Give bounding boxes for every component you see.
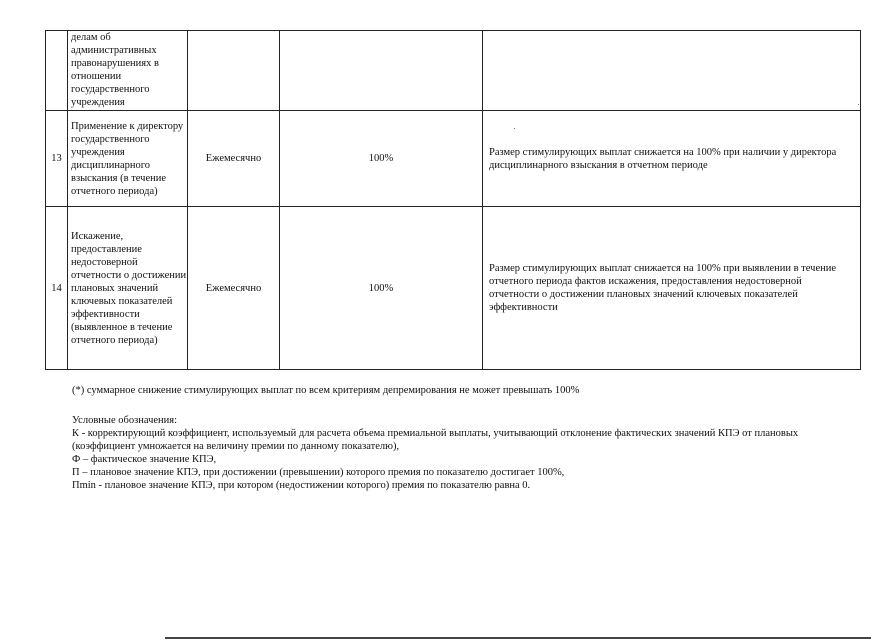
legend-item-k: К - корректирующий коэффициент, используемый для расчета объема премиальной выплаты, учитывающий отклонение фактических значений КПЭ от плановых (коэффициент умножается на величину премии по данному показателю),: [72, 428, 799, 452]
criterion-text: Искажение, предоставление недостоверной отчетности о достижении плановых значений ключевых показателей эффективности (выявленное в течение отчетного периода): [71, 230, 187, 346]
legend-item-pmin: Пmin - плановое значение КПЭ, при котором (недостижении которого) премия по показателю равна 0.: [72, 480, 531, 491]
row-number-cell: 13: [46, 111, 68, 207]
criterion-text: делам об административных правонарушениях в отношении государственного учреждения: [71, 32, 159, 108]
table-row-continued: [46, 31, 861, 111]
row-number-cell: [46, 31, 68, 111]
criterion-cell: [68, 207, 188, 370]
criterion-text: Применение к директору государственного учреждения дисциплинарного взыскания (в течение отчетного периода): [71, 120, 184, 197]
criterion-cell: [68, 111, 188, 207]
legend-item-f: Ф – фактическое значение КПЭ,: [72, 454, 217, 465]
penalty-criteria-table: [45, 30, 861, 370]
period-cell: [188, 31, 280, 111]
description-cell: Размер стимулирующих выплат снижается на 100% при выявлении в течение отчетного периода фактов искажения, предоставления недостоверной отчетности о достижении плановых значений ключевых показателей эффективности: [483, 207, 861, 370]
amount-cell: 100%: [280, 111, 483, 207]
period-cell: Ежемесячно: [188, 111, 280, 207]
legend-title: Условные обозначения:: [72, 415, 178, 426]
penalty-criteria-table-wrapper: [45, 30, 861, 370]
table-row-13: [46, 111, 861, 207]
criterion-cell: [68, 31, 188, 111]
footnote: (*) суммарное снижение стимулирующих выплат по всем критериям депремирования не может превышать 100%: [72, 385, 580, 396]
description-cell: Размер стимулирующих выплат снижается на 100% при наличии у директора дисциплинарного взыскания в отчетном периоде: [483, 111, 861, 207]
period-cell: Ежемесячно: [188, 207, 280, 370]
amount-cell: 100%: [280, 207, 483, 370]
amount-cell: [280, 31, 483, 111]
legend-block: [72, 414, 832, 492]
row-number-cell: 14: [46, 207, 68, 370]
table-row-14: [46, 207, 861, 370]
scan-edge-line: [165, 637, 871, 639]
scan-speck: [514, 128, 515, 129]
legend-item-p: П – плановое значение КПЭ, при достижении (превышении) которого премия по показателю достигает 100%,: [72, 467, 565, 478]
scan-speck: [858, 104, 859, 105]
description-cell: [483, 31, 861, 111]
